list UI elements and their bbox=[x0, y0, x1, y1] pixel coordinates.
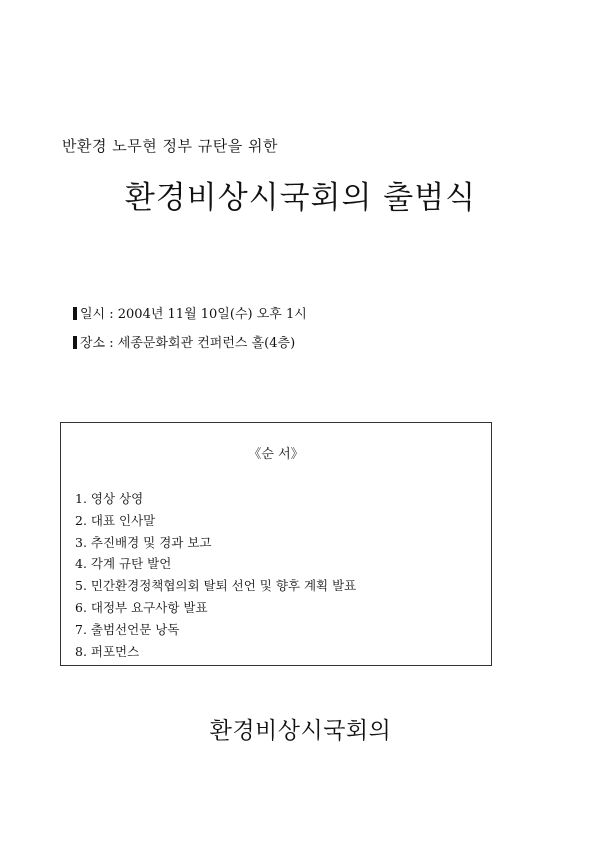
datetime-text: 일시 : 2004년 11월 10일(수) 오후 1시 bbox=[80, 307, 307, 322]
bullet-bar-icon bbox=[73, 307, 77, 320]
event-subtitle: 반환경 노무현 정부 규탄을 위한 bbox=[62, 137, 278, 155]
program-item: 5. 민간환경정책협의회 탈퇴 선언 및 향후 계획 발표 bbox=[75, 578, 357, 594]
program-item: 4. 각계 규탄 발언 bbox=[75, 556, 172, 572]
program-item: 6. 대정부 요구사항 발표 bbox=[75, 599, 208, 615]
program-item: 3. 추진배경 및 경과 보고 bbox=[75, 534, 212, 550]
event-title: 환경비상시국회의 출범식 bbox=[124, 180, 477, 216]
program-heading: 《순 서》 bbox=[248, 447, 304, 462]
organizer-name: 환경비상시국회의 bbox=[209, 718, 392, 744]
venue-text: 장소 : 세종문화회관 컨퍼런스 홀(4층) bbox=[80, 336, 296, 351]
program-item: 8. 퍼포먼스 bbox=[75, 643, 140, 659]
program-item: 7. 출범선언문 낭독 bbox=[75, 621, 180, 637]
program-item: 2. 대표 인사말 bbox=[75, 512, 156, 528]
info-datetime bbox=[73, 303, 307, 322]
info-venue bbox=[73, 332, 295, 351]
program-item: 1. 영상 상영 bbox=[75, 491, 144, 506]
program-list bbox=[75, 488, 356, 662]
bullet-bar-icon bbox=[73, 336, 77, 349]
program-box bbox=[60, 422, 492, 666]
